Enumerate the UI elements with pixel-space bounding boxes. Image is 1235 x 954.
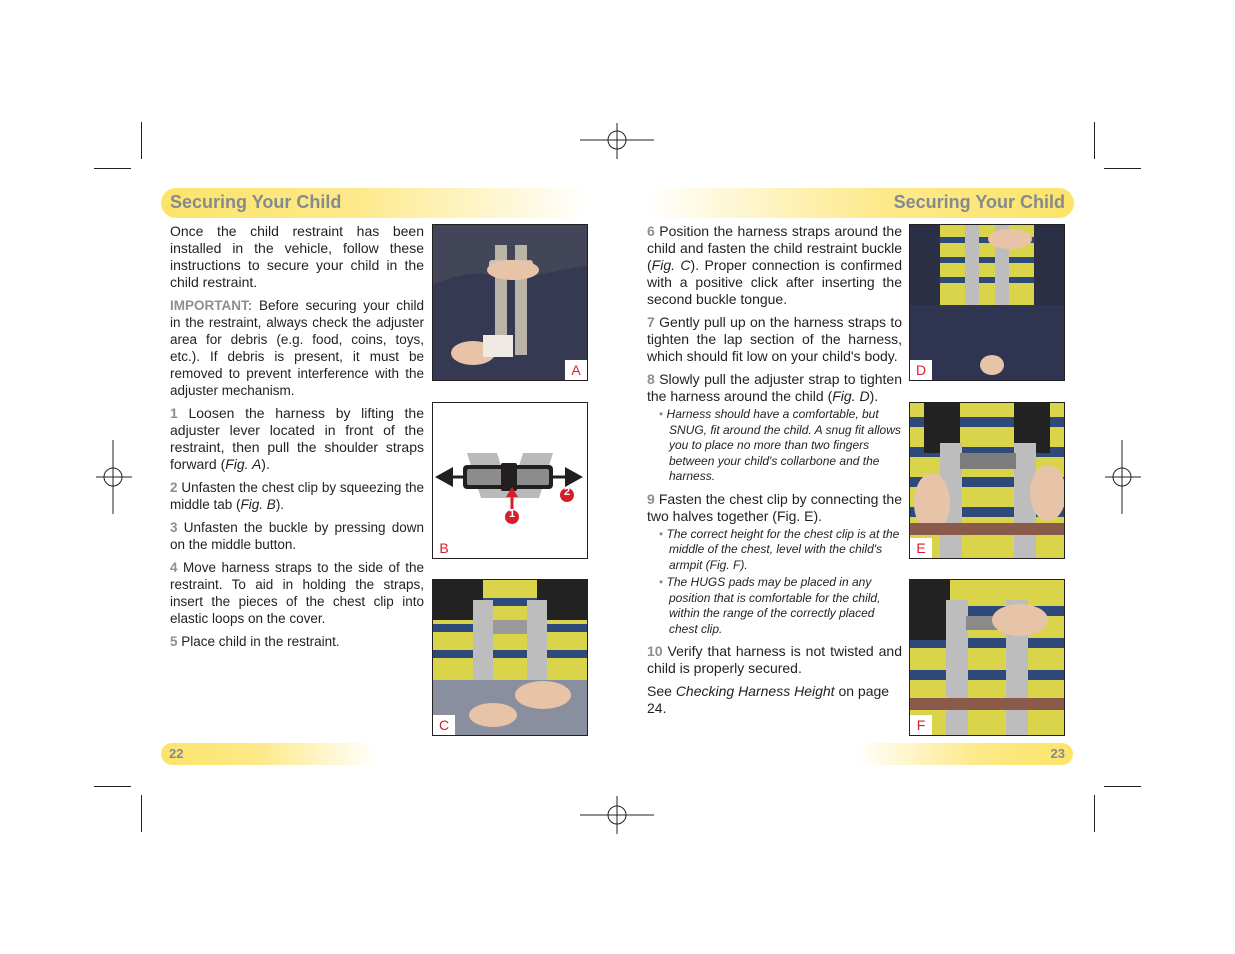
chest-clip-diagram bbox=[433, 403, 587, 558]
figure-ref: Fig. A bbox=[225, 456, 262, 472]
step-number: 7 bbox=[647, 314, 655, 330]
crop-mark bbox=[94, 786, 131, 787]
step-text: Unfasten the buckle by pressing down on the middle button. bbox=[170, 520, 424, 552]
step-text: ). bbox=[275, 497, 285, 512]
step-text: Loosen the harness by lifting the adjuster lever located in front of the restraint, then pull the shoulder straps forward ( bbox=[170, 405, 424, 472]
figure-ref: Fig. D bbox=[832, 388, 870, 404]
step-text: Verify that harness is not twisted and child is properly secured. bbox=[647, 643, 902, 676]
figure-e-photo bbox=[909, 402, 1065, 559]
step-text: Position the harness straps around the child and fasten the child restraint buckle ( bbox=[647, 223, 902, 273]
step-5 bbox=[170, 633, 424, 650]
step-number: 6 bbox=[647, 223, 655, 239]
left-text-column bbox=[170, 223, 424, 656]
step-text: Slowly pull the adjuster strap to tighten the harness around the child ( bbox=[647, 371, 902, 404]
registration-mark bbox=[76, 440, 150, 514]
crop-mark bbox=[141, 795, 142, 832]
figure-label: C bbox=[433, 715, 455, 735]
step-number: 3 bbox=[170, 520, 178, 535]
figure-label: A bbox=[565, 360, 587, 380]
figure-ref: Fig. C bbox=[651, 257, 691, 273]
bullet-text: The HUGS pads may be placed in any position that is comfortable for the child, within the range of the correctly placed chest clip. bbox=[666, 575, 881, 636]
crop-mark bbox=[94, 168, 131, 169]
crop-mark bbox=[1104, 786, 1141, 787]
bullet-dot: • bbox=[659, 526, 667, 541]
important-text: Before securing your child in the restraint, always check the adjuster area for debris (e.g. food, coins, toys, etc.). If debris is present, it must be removed to prevent interference with the adjuster mechanism. bbox=[170, 298, 424, 398]
bullet-dot: • bbox=[659, 575, 667, 589]
see-prefix: See bbox=[647, 683, 676, 699]
diagram-marker-2: 2 bbox=[563, 486, 571, 498]
step-6 bbox=[647, 223, 902, 308]
child-buckle-photo-illustration bbox=[433, 580, 587, 735]
see-suffix: on page 24. bbox=[647, 683, 890, 716]
figure-b-diagram bbox=[432, 402, 588, 559]
bullet-item bbox=[659, 575, 902, 637]
figure-f-photo bbox=[909, 579, 1065, 736]
chest-clip-photo-illustration bbox=[910, 403, 1064, 558]
step-text: ). bbox=[869, 388, 879, 404]
bullet-item bbox=[659, 407, 902, 485]
figure-label: D bbox=[910, 360, 932, 380]
right-header-bar bbox=[646, 188, 1074, 218]
step-number: 5 bbox=[170, 634, 178, 649]
step-number: 9 bbox=[647, 490, 655, 507]
crop-mark bbox=[1094, 795, 1095, 832]
step-text: ). Proper connection is confirmed with a positive click after inserting the second buckle tongue. bbox=[647, 257, 902, 307]
right-page-title: Securing Your Child bbox=[893, 192, 1065, 212]
intro-paragraph: Once the child restraint has been installed in the vehicle, follow these instructions to secure your child in the child restraint. bbox=[170, 223, 424, 290]
registration-mark bbox=[1085, 440, 1159, 514]
page-number: 23 bbox=[1050, 746, 1065, 761]
bullet-text: Harness should have a comfortable, but SNUG, fit around the child. A snug fit allows you to place no more than two fingers between your child's collarbone and the harness. bbox=[666, 407, 901, 483]
child-seat-photo-illustration bbox=[433, 225, 587, 380]
important-label: IMPORTANT: bbox=[170, 298, 253, 313]
cross-reference-link[interactable]: Checking Harness Height bbox=[675, 683, 835, 699]
crop-mark bbox=[1094, 122, 1095, 159]
step-text: Fasten the chest clip by connecting the two halves together (Fig. E). bbox=[647, 490, 902, 524]
left-header-bar bbox=[161, 188, 589, 218]
right-text-column bbox=[647, 223, 902, 723]
step-9 bbox=[647, 491, 902, 525]
step-text: ). bbox=[261, 456, 270, 472]
chest-clip-height-photo-illustration bbox=[910, 580, 1064, 735]
step-4 bbox=[170, 559, 424, 627]
step-2 bbox=[170, 479, 424, 513]
step-8 bbox=[647, 371, 902, 405]
page-number: 22 bbox=[169, 746, 184, 761]
registration-mark bbox=[580, 778, 654, 852]
crop-mark bbox=[1104, 168, 1141, 169]
figure-d-photo bbox=[909, 224, 1065, 381]
figure-label: F bbox=[910, 715, 932, 735]
step-number: 10 bbox=[647, 643, 663, 659]
bullet-dot: • bbox=[659, 407, 667, 421]
step-1 bbox=[170, 405, 424, 473]
adjuster-strap-photo-illustration bbox=[910, 225, 1064, 380]
step-10 bbox=[647, 643, 902, 677]
right-footer-bar bbox=[855, 743, 1073, 765]
see-also bbox=[647, 683, 902, 717]
figure-label: E bbox=[910, 538, 932, 558]
left-page-title: Securing Your Child bbox=[170, 192, 342, 212]
step-text: Gently pull up on the harness straps to tighten the lap section of the harness, which should fit low on your child's body. bbox=[647, 314, 902, 364]
crop-mark bbox=[141, 122, 142, 159]
important-note bbox=[170, 297, 424, 399]
figure-label: B bbox=[433, 538, 455, 558]
step-number: 2 bbox=[170, 480, 178, 495]
step-number: 4 bbox=[170, 560, 178, 575]
step-3 bbox=[170, 519, 424, 553]
registration-mark bbox=[580, 103, 654, 177]
bullet-text: The correct height for the chest clip is at the middle of the chest, level with the child's armpit (Fig. F). bbox=[666, 526, 900, 572]
step-text: Move harness straps to the side of the restraint. To aid in holding the straps, insert the pieces of the chest clip into elastic loops on the cover. bbox=[170, 560, 424, 626]
step-number: 8 bbox=[647, 371, 655, 387]
figure-ref: Fig. B bbox=[240, 497, 276, 512]
step-text: Unfasten the chest clip by squeezing the middle tab ( bbox=[170, 480, 424, 512]
bullet-item bbox=[659, 526, 902, 574]
figure-c-photo bbox=[432, 579, 588, 736]
step-7 bbox=[647, 314, 902, 365]
diagram-marker-1: 1 bbox=[508, 508, 516, 520]
step-text: Place child in the restraint. bbox=[177, 634, 340, 649]
step-number: 1 bbox=[170, 405, 178, 421]
left-footer-bar bbox=[161, 743, 379, 765]
figure-a-photo bbox=[432, 224, 588, 381]
